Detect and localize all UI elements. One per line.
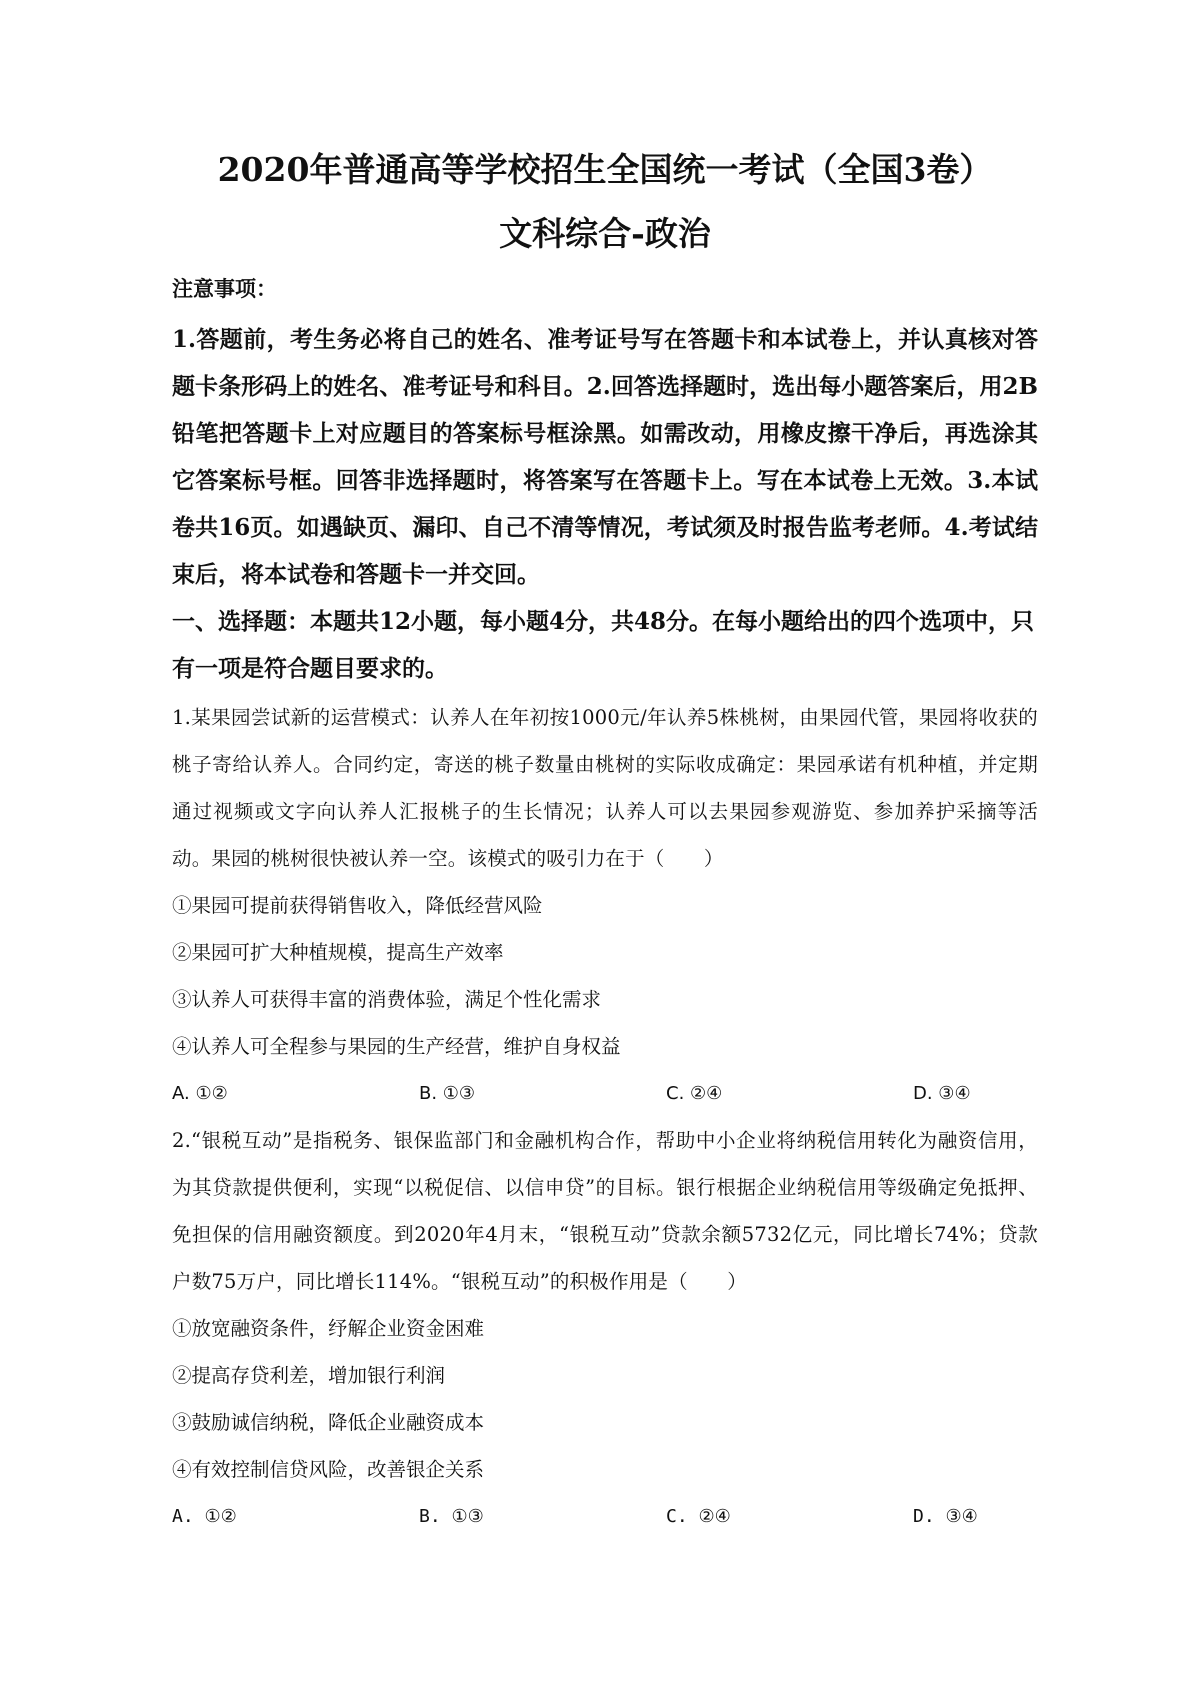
statement-item: ③鼓励诚信纳税，降低企业融资成本 (172, 1411, 485, 1434)
section-heading: 一、选择题：本题共12小题，每小题4分，共48分。在每小题给出的四个选项中，只有一项是符合题目要求的。 (172, 608, 1035, 682)
option-c: C. ②④ (666, 1083, 723, 1104)
answer-options (172, 1493, 1038, 1540)
option-a: A. ①② (172, 1083, 228, 1104)
option-d: D. ③④ (913, 1083, 971, 1104)
option-b: B. ①③ (419, 1083, 476, 1104)
statement-item: ④认养人可全程参与果园的生产经营，维护自身权益 (172, 1035, 621, 1058)
question-1 (172, 694, 1038, 1117)
statement-item: ②提高存贷利差，增加银行利润 (172, 1364, 446, 1387)
answer-options (172, 1070, 1038, 1117)
option-b: B. ①③ (419, 1506, 484, 1527)
exam-page (172, 150, 1038, 1540)
option-c: C. ②④ (666, 1506, 731, 1527)
option-a: A. ①② (172, 1506, 237, 1527)
notice-heading: 注意事项： (172, 276, 277, 301)
statement-item: ④有效控制信贷风险，改善银企关系 (172, 1458, 485, 1481)
exam-title: 2020年普通高等学校招生全国统一考试（全国3卷） (217, 150, 993, 189)
option-d: D. ③④ (913, 1506, 978, 1527)
question-stem: 1.某果园尝试新的运营模式：认养人在年初按1000元/年认养5株桃树，由果园代管，果园将收获的桃子寄给认养人。合同约定，寄送的桃子数量由桃树的实际收成确定：果园承诺有机种植，并定期通过视频或文字向认养人汇报桃子的生长情况；认养人可以去果园参观游览、参加养护采摘等活动。果园的桃树很快被认养一空。该模式的吸引力在于（ ） (172, 706, 1038, 870)
statement-item: ③认养人可获得丰富的消费体验，满足个性化需求 (172, 988, 602, 1011)
statement-item: ②果园可扩大种植规模，提高生产效率 (172, 941, 504, 964)
exam-subtitle: 文科综合-政治 (499, 214, 711, 253)
question-stem: 2.“银税互动”是指税务、银保监部门和金融机构合作，帮助中小企业将纳税信用转化为融资信用，为其贷款提供便利，实现“以税促信、以信申贷”的目标。银行根据企业纳税信用等级确定免抵押、免担保的信用融资额度。到2020年4月末，“银税互动”贷款余额5732亿元，同比增长74%；贷款户数75万户，同比增长114%。“银税互动”的积极作用是（ ） (172, 1129, 1038, 1293)
notice-text: 1.答题前，考生务必将自己的姓名、准考证号写在答题卡和本试卷上，并认真核对答题卡条形码上的姓名、准考证号和科目。2.回答选择题时，选出每小题答案后，用2B铅笔把答题卡上对应题目的答案标号框涂黑。如需改动，用橡皮擦干净后，再选涂其它答案标号框。回答非选择题时，将答案写在答题卡上。写在本试卷上无效。3.本试卷共16页。如遇缺页、漏印、自己不清等情况，考试须及时报告监考老师。4.考试结束后，将本试卷和答题卡一并交回。 (172, 326, 1038, 588)
question-2 (172, 1117, 1038, 1540)
statement-item: ①放宽融资条件，纾解企业资金困难 (172, 1317, 485, 1340)
statement-item: ①果园可提前获得销售收入，降低经营风险 (172, 894, 543, 917)
